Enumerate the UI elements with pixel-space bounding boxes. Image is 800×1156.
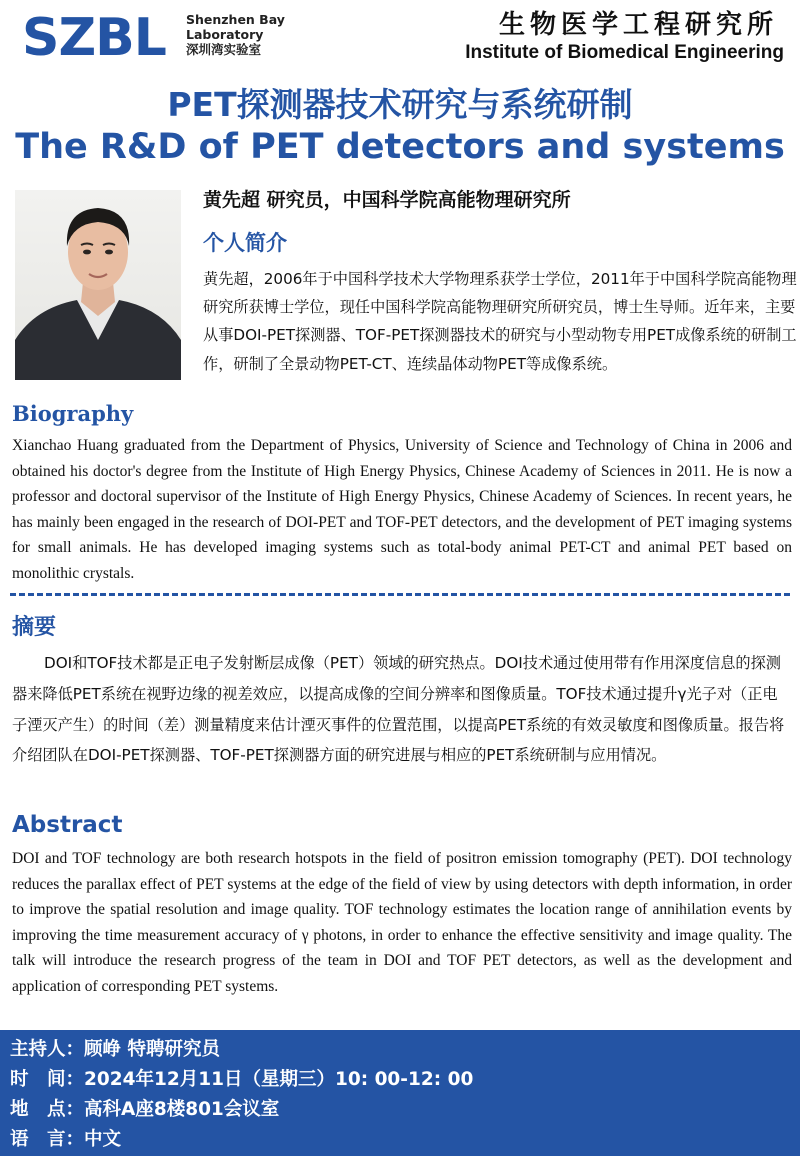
speaker-photo: [15, 190, 181, 380]
speaker-portrait-icon: [15, 190, 181, 380]
footer-host: 主持人：顾峥 特聘研究员: [10, 1039, 220, 1060]
header: [0, 0, 800, 75]
szbl-logo: SZBL: [22, 8, 166, 68]
abstract-cn-heading: 摘要: [12, 615, 57, 640]
abstract-heading: Abstract: [12, 812, 123, 838]
biography-text: Xianchao Huang graduated from the Department of Physics, University of Science and Technology of China in 2006 and obtained his doctor's degree from the Institute of High Energy Physics, Chinese Academy of Sciences in 2011. He is now a professor and doctoral supervisor of the Institute of High Energy Physics, Chinese Academy of Sciences. In recent years, he has mainly been engaged in the research of DOI-PET and TOF-PET detectors, and the development of PET imaging systems for small animals. He has developed imaging systems such as total-body animal PET-CT and animal PET based on monolithic crystals.: [12, 437, 792, 582]
logo-sub-line: Laboratory: [186, 27, 264, 42]
event-info-footer: [0, 1030, 800, 1156]
dashed-divider: [10, 593, 790, 596]
logo-sub-line: 深圳湾实验室: [186, 42, 262, 57]
abstract-cn-text: DOI和TOF技术都是正电子发射断层成像（PET）领域的研究热点。DOI技术通过使用带有作用深度信息的探测器来降低PET系统在视野边缘的视差效应，以提高成像的空间分辨率和图像质量。TOF技术通过提升γ光子对（正电子湮灭产生）的时间（差）测量精度来估计湮灭事件的位置范围，以提高PET系统的有效灵敏度和图像质量。报告将介绍团队在DOI-PET探测器、TOF-PET探测器方面的研究进展与相应的PET系统研制与应用情况。: [12, 654, 785, 765]
footer-language: 语 言：中文: [10, 1129, 122, 1150]
footer-time: 时 间：2024年12月11日（星期三）10: 00-12: 00: [10, 1069, 474, 1090]
bio-cn-text: 黄先超，2006年于中国科学技术大学物理系获学士学位，2011年于中国科学院高能物理研究所获博士学位，现任中国科学院高能物理研究所研究员，博士生导师。近年来，主要从事DOI-PET探测器、TOF-PET探测器技术的研究与小型动物专用PET成像系统的研制工作，研制了全景动物PET-CT、连续晶体动物PET等成像系统。: [203, 270, 797, 373]
abstract-text: DOI and TOF technology are both research hotspots in the field of positron emission tomography (PET). DOI technology reduces the parallax effect of PET systems at the edge of the field of view by using detectors with depth information, in order to improve the spatial resolution and image quality. TOF technology estimates the location range of annihilation events by improving the time measurement accuracy of γ photons, in order to enhance the effective sensitivity and image quality. The talk will introduce the research progress of the team in DOI and TOF PET detectors, as well as the development and application of corresponding PET systems.: [12, 850, 792, 995]
institute-name-en: Institute of Biomedical Engineering: [465, 42, 784, 63]
talk-title-en: The R&D of PET detectors and systems: [15, 127, 785, 167]
szbl-logo-subtitle: [186, 12, 285, 57]
institute-name-cn: 生物医学工程研究所: [498, 10, 778, 40]
talk-title-cn: PET探测器技术研究与系统研制: [167, 85, 633, 124]
speaker-name-affiliation: 黄先超 研究员，中国科学院高能物理研究所: [203, 189, 571, 211]
bio-cn-heading: 个人简介: [203, 231, 287, 255]
biography-heading: Biography: [12, 401, 134, 426]
footer-place: 地 点：高科A座8楼801会议室: [10, 1099, 280, 1120]
logo-sub-line: Shenzhen Bay: [186, 12, 285, 27]
